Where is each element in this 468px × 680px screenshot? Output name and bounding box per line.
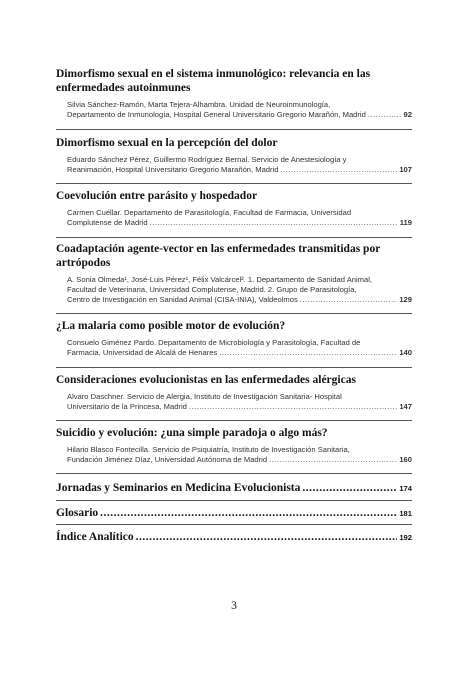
entry-authors [67,155,412,175]
entry-author-line: Facultad de Veterinaria, Universidad Complutense, Madrid. 2. Grupo de Parasitología, [67,285,357,294]
entry-page-number: 147 [399,402,412,411]
entry-author-last-line [67,110,412,120]
entry-author-last-line [67,165,412,175]
toc-entry [56,189,412,228]
entry-page-number: 160 [399,455,412,464]
entry-author-line: A. Sonia Olmeda¹, José-Luis Pérez¹, Félix Valcárcel². 1. Departamento de Sanidad Animal, [67,275,373,284]
dot-leader [136,530,398,544]
section-divider [56,500,412,501]
entry-divider [56,313,412,314]
entry-authors [67,100,412,120]
entry-author-last-line [67,218,412,228]
entry-author-line: Universitario de la Princesa, Madrid [67,402,187,411]
entry-title-line: Consideraciones evolucionistas en las enfermedades alérgicas [56,374,356,386]
entry-author-last-line [67,348,412,358]
entry-title [56,319,412,333]
dot-leader [219,348,397,358]
entry-author-line: Carmen Cuéllar. Departamento de Parasitología, Facultad de Farmacia, Universidad [67,208,352,217]
entry-title [56,426,412,440]
entry-page-number: 92 [403,110,412,119]
entry-divider [56,129,412,130]
dot-leader [280,165,397,175]
entry-authors [67,338,412,358]
entry-title-line: ¿La malaria como posible motor de evolución? [56,320,286,332]
entry-title-line: Dimorfismo sexual en el sistema inmunológico: relevancia en las [56,68,371,80]
entry-title-line: artrópodos [56,257,111,269]
entry-title [56,373,412,387]
section-label: Glosario [56,507,99,519]
dot-leader [300,295,398,305]
section-page-number: 192 [399,533,412,542]
entry-authors [67,275,412,305]
section-divider [56,524,412,525]
toc-entry [56,426,412,465]
toc-section [56,481,412,496]
toc-section [56,506,412,521]
entry-page-number: 129 [399,295,412,304]
entry-author-line: Eduardo Sánchez Pérez, Guillermo Rodríguez Bernal. Servicio de Anestesiología y [67,155,347,164]
entry-divider [56,367,412,368]
toc-entry [56,373,412,412]
dot-leader [302,481,397,495]
section-label: Índice Analítico [56,531,134,543]
section-page-number: 181 [399,509,412,518]
entry-author-line: Farmacia, Universidad de Alcalá de Henares [67,348,218,357]
entry-divider [56,473,412,474]
entry-author-line: Complutense de Madrid [67,218,148,227]
entry-author-line: Silvia Sánchez-Ramón, Marta Tejera-Alhambra. Unidad de Neuroinmunología, [67,100,331,109]
dot-leader [189,402,397,412]
entry-author-line: Consuelo Giménez Pardo. Departamento de Microbiología y Parasitología, Facultad de [67,338,361,347]
page-number: 3 [231,600,237,612]
toc-entry [56,136,412,175]
entry-author-last-line [67,402,412,412]
entry-author-line: Reanimación, Hospital Universitario Gregorio Marañón, Madrid [67,165,279,174]
dot-leader [100,506,397,520]
entry-authors [67,392,412,412]
entry-author-line: Fundación Jiménez Díaz, Universidad Autónoma de Madrid [67,455,268,464]
entry-divider [56,420,412,421]
dot-leader [150,218,398,228]
dot-leader [269,455,397,465]
entry-author-last-line [67,295,412,305]
entry-divider [56,237,412,238]
entry-page-number: 140 [399,348,412,357]
toc-entry [56,242,412,305]
section-page-number: 174 [399,484,412,493]
entry-divider [56,183,412,184]
entry-title-line: Coadaptación agente-vector en las enfermedades transmitidas por [56,243,381,255]
entry-authors [67,208,412,228]
entry-title [56,67,412,95]
section-label: Jornadas y Seminarios en Medicina Evolucionista [56,482,301,494]
toc-section [56,530,412,545]
entry-author-last-line [67,455,412,465]
entry-title-line: Coevolución entre parásito y hospedador [56,190,258,202]
toc-entry [56,319,412,358]
dot-leader [368,110,402,120]
entry-title [56,242,412,270]
entry-title-line: enfermedades autoinmunes [56,82,191,94]
entry-author-line: Centro de Investigación en Sanidad Animal (CISA-INIA), Valdeolmos [67,295,298,304]
entry-author-line: Departamento de Inmunología, Hospital General Universitario Gregorio Marañón, Madrid [67,110,366,119]
entry-title [56,136,412,150]
entry-author-line: Hilario Blasco Fontecilla. Servicio de Psiquiatría, Instituto de Investigación Sanitaria, [67,445,350,454]
entry-page-number: 119 [399,218,412,227]
entry-title [56,189,412,203]
toc-entry [56,67,412,120]
entry-title-line: Dimorfismo sexual en la percepción del dolor [56,137,278,149]
entry-title-line: Suicidio y evolución: ¿una simple paradoja o algo más? [56,427,328,439]
entry-page-number: 107 [399,165,412,174]
entry-author-line: Alvaro Daschner. Servicio de Alergia, Instituto de Investigación Sanitaria- Hospital [67,392,342,401]
entry-authors [67,445,412,465]
